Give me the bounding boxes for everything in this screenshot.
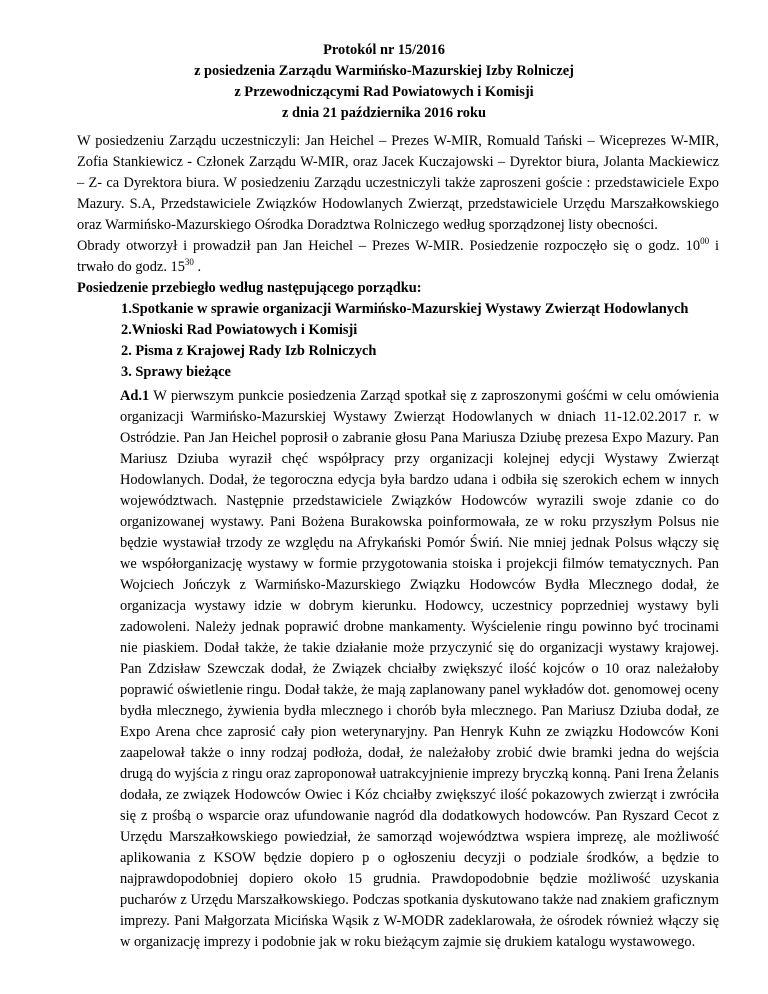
document-title	[0, 40, 768, 124]
ad1-paragraph	[120, 386, 719, 953]
session-end-text: .	[193, 259, 202, 275]
agenda-item: 3. Sprawy bieżące	[121, 364, 231, 380]
attendance-paragraph: W posiedzeniu Zarządu uczestniczyli: Jan Heichel – Prezes W-MIR, Romuald Tański – Wiceprezes W-MIR, Zofia Stankiewicz - Członek Zarządu W-MIR, oraz Jacek Kuczajowski – Dyrektor biura, Jolanta Mackiewicz – Z- ca Dyrektora biura. W posiedzeniu Zarządu uczestniczyli także zaproszeni goście : przedstawiciele Expo Mazury. S.A, Przedstawiciele Związków Hodowlanych Zwierząt, przedstawiciele Urzędu Marszałkowskiego oraz Warmińsko-Mazurskiego Ośrodka Doradztwa Rolniczego według sporządzonej listy obecności.	[77, 133, 719, 233]
session-time-paragraph	[77, 236, 719, 278]
session-start-text: Obrady otworzył i prowadził pan Jan Heichel – Prezes W-MIR. Posiedzenie rozpoczęło się o godz. 10	[77, 238, 701, 254]
session-start-minutes: 00	[700, 236, 710, 246]
ad1-section	[120, 386, 719, 953]
agenda-list	[77, 299, 719, 383]
intro-section	[77, 131, 719, 383]
title-line-protocol-number: Protokól nr 15/2016	[323, 42, 445, 58]
ad1-text: W pierwszym punkcie posiedzenia Zarząd spotkał się z zaproszonymi gośćmi w celu omówienia organizacji Warmińsko-Mazurskiej Wystawy Zwierząt Hodowlanych w dniach 11-12.02.2017 r. w Ostródzie. Pan Jan Heichel poprosił o zabranie głosu Pana Mariusza Dziubę prezesa Expo Mazury. Pan Mariusz Dziuba wyraził chęć współpracy przy organizacji kolejnej edycji Wystawy Zwierząt Hodowlanych. Dodał, że tegoroczna edycja była bardzo udana i odbiła się szerokich echem w innych województwach. Następnie przedstawiciele Związków Hodowców wyrazili swoje zdanie co do organizowanej wystawy. Pani Bożena Burakowska poinformowała, ze w roku przyszłym Polsus nie będzie wystawiał trzody ze względu na Afrykański Pomór Świń. Nie mniej jednak Polsus włączy się we współorganizację wystawy w formie przygotowania stoiska i projekcji filmów tematycznych. Pan Wojciech Jończyk z Warmińsko-Mazurskiego Związku Hodowców Bydła Mlecznego dodał, że organizacja wystawy idzie w dobrym kierunku. Hodowcy, uczestnicy poprzedniej wystawy byli zadowoleni. Należy jednak poprawić drobne mankamenty. Wyścielenie ringu powinno być trocinami nie piaskiem. Dodał także, że takie działanie może przyczynić się do organizacji wystawy krajowej. Pan Zdzisław Szewczak dodał, że Związek chciałby zwiększyć ilość kojców o 10 oraz należałoby poprawić oświetlenie ringu. Dodał także, że mają zaplanowany panel wykładów dot. genomowej oceny bydła mlecznego, żywienia bydła mlecznego i chorób była mlecznego. Pan Mariusz Dziuba dodał, ze Expo Arena chce zaprosić cały pion weterynaryjny. Pan Henryk Kuhn ze związku Hodowców Koni zaapelował także o inny rodzaj podłoża, dodał, że należałoby zrobić dwie bramki jedna do wejścia drugą do wyjścia z ringu oraz zaproponował uatrakcyjnienie imprezy bryczką konną. Pani Irena Żelanis dodała, ze związek Hodowców Owiec i Kóz chciałby zwiększyć ilość pokazowych zwierząt i zwróciła się z prośbą o wsparcie oraz ufundowanie nagród dla dodatkowych hodowców. Pan Ryszard Cecot z Urzędu Marszałkowskiego powiedział, że samorząd województwa wspiera imprezę, ale możliwość aplikowania z KSOW będzie dopiero p o ogłoszeniu decyzji o podziale środków, a będzie to najprawdopodobniej dopiero około 15 grudnia. Prawdopodobnie będzie możliwość uzyskania pucharów z Urzędu Marszałkowskiego. Podczas spotkania dyskutowano także nad znakiem graficznym imprezy. Pani Małgorzata Micińska Wąsik z W-MODR zadeklarowała, że ośrodek również włączy się w organizację imprezy i podobnie jak w roku bieżącym zajmie się drukiem katalogu wystawowego.	[120, 388, 719, 950]
ad1-label: Ad.1	[120, 388, 150, 404]
agenda-item: 1.Spotkanie w sprawie organizacji Warmińsko-Mazurskiej Wystawy Zwierząt Hodowlanych	[121, 301, 689, 317]
agenda-item: 2. Pisma z Krajowej Rady Izb Rolniczych	[121, 343, 377, 359]
session-mid-text: i trwało do godz. 15	[77, 238, 719, 275]
title-line-participants: z Przewodniczącymi Rad Powiatowych i Komisji	[234, 84, 534, 100]
title-line-meeting: z posiedzenia Zarządu Warmińsko-Mazurskiej Izby Rolniczej	[194, 63, 574, 79]
agenda-item: 2.Wnioski Rad Powiatowych i Komisji	[121, 322, 358, 338]
session-end-minutes: 30	[184, 257, 194, 267]
title-line-date: z dnia 21 października 2016 roku	[281, 105, 487, 121]
agenda-heading: Posiedzenie przebiegło według następującego porządku:	[77, 280, 422, 296]
